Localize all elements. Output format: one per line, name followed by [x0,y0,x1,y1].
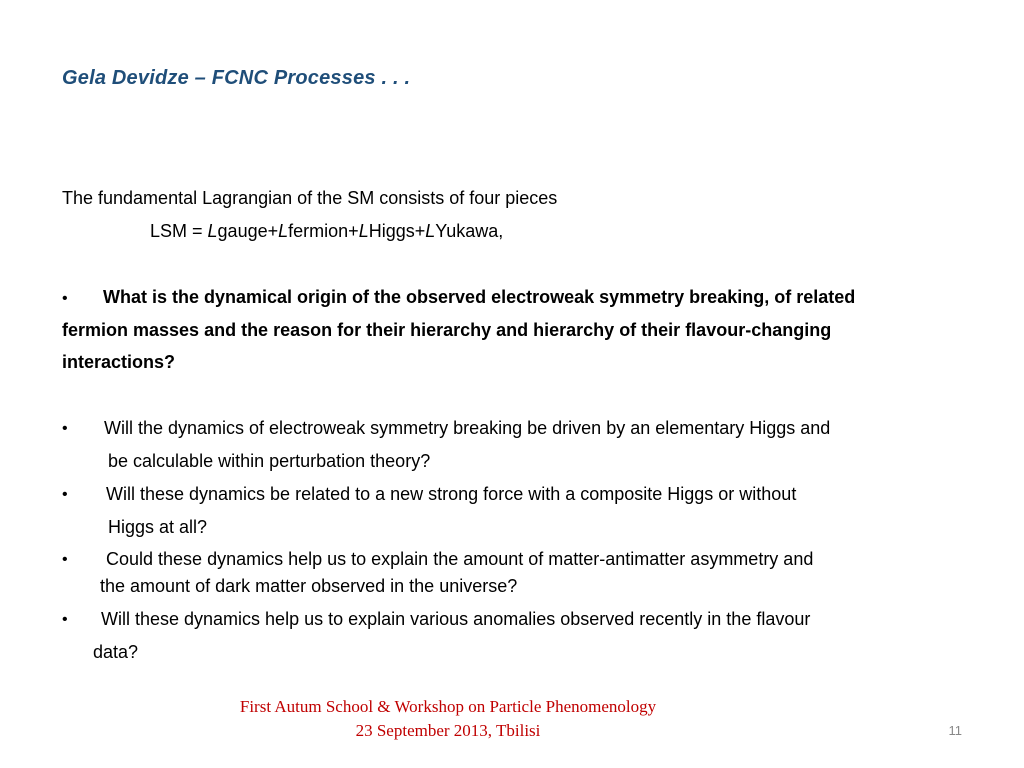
footer-event-name: First Autum School & Workshop on Particle Phenomenology [239,697,657,716]
formula-fermion: fermion+ [288,221,359,241]
question-line-3: interactions? [62,352,176,372]
lagrangian-formula [150,221,503,242]
formula-l-symbol: L [425,221,436,241]
formula-l-symbol: L [358,221,369,241]
bullet-dot-icon: • [62,551,68,568]
question-line-1: What is the dynamical origin of the observed electroweak symmetry breaking, of related [103,287,856,307]
formula-yukawa: Yukawa, [435,221,504,241]
formula-lsm: LSM = [150,221,208,241]
bullet-1-line-2: be calculable within perturbation theory? [108,451,431,471]
bullet-2-line-2: Higgs at all? [108,517,208,537]
bullet-1-line-1: Will the dynamics of electroweak symmetry breaking be driven by an elementary Higgs and [104,418,831,438]
page-number: 11 [948,723,962,738]
bullet-dot-icon: • [62,290,68,307]
intro-text: The fundamental Lagrangian of the SM consists of four pieces [62,188,558,208]
formula-gauge: gauge+ [217,221,279,241]
bullet-3-line-1: Could these dynamics help us to explain the amount of matter-antimatter asymmetry and [106,549,814,569]
question-line-2: fermion masses and the reason for their hierarchy and hierarchy of their flavour-changing [62,320,832,340]
bullet-dot-icon: • [62,611,68,628]
formula-higgs: Higgs+ [368,221,426,241]
bullet-3-line-2: the amount of dark matter observed in the universe? [100,576,518,596]
bullet-dot-icon: • [62,486,68,503]
bullet-dot-icon: • [62,420,68,437]
bullet-4-line-1: Will these dynamics help us to explain various anomalies observed recently in the flavour [101,609,811,629]
formula-l-symbol: L [278,221,289,241]
slide-title: Gela Devidze – FCNC Processes . . . [62,67,411,89]
formula-l-symbol: L [207,221,218,241]
footer-date-location: 23 September 2013, Tbilisi [355,721,541,740]
bullet-4-line-2: data? [93,642,139,662]
bullet-2-line-1: Will these dynamics be related to a new strong force with a composite Higgs or without [106,484,797,504]
